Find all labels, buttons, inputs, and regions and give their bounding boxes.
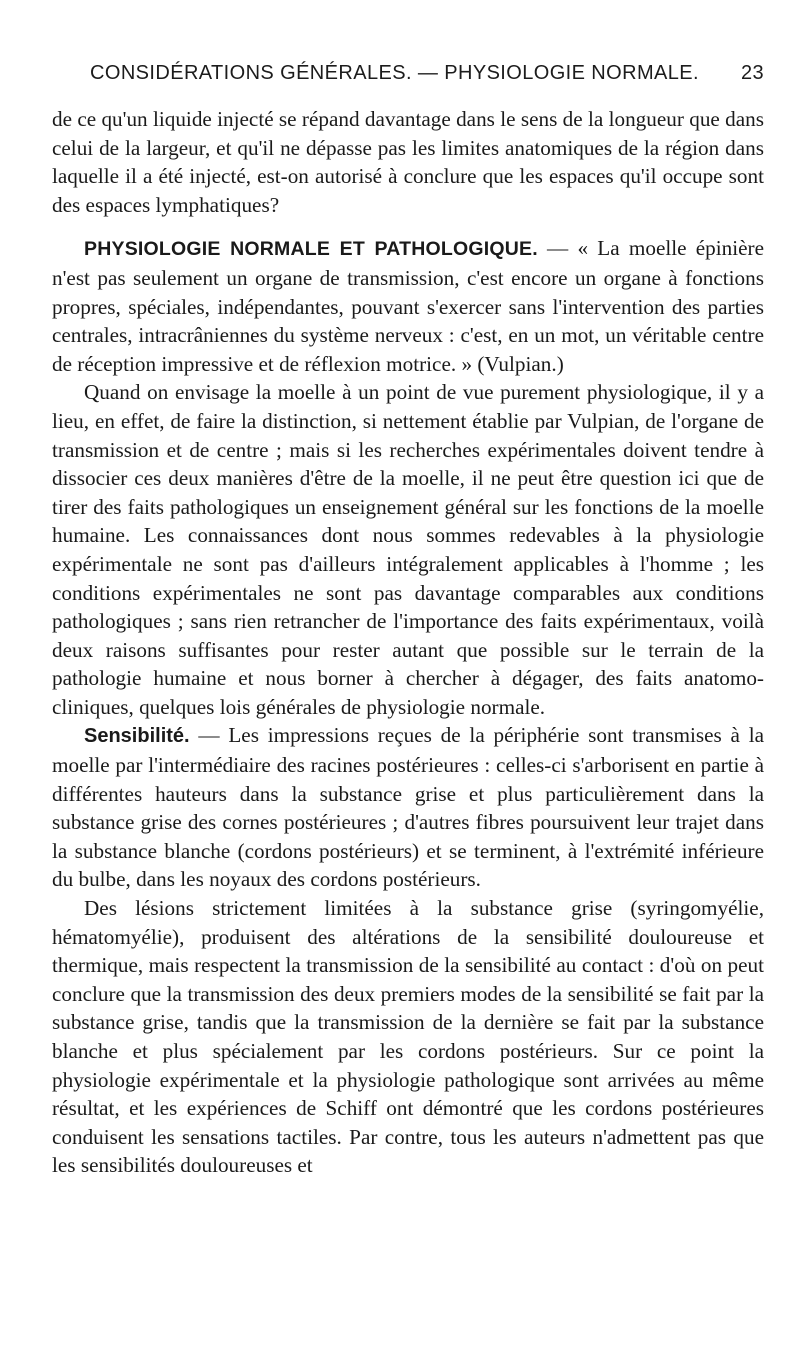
paragraph-lesions [52,894,764,1180]
paragraph-text: de ce qu'un liquide injecté se répand davantage dans le sens de la longueur que dans celui de la largeur, et qu'il ne dépasse pas les limites anatomiques de la région dans laquelle il a été injecté, est-on autorisé à conclure que les espaces qu'il occupe sont des espaces lymphatiques? [52,107,764,217]
book-page [52,0,764,1180]
section-heading: PHYSIOLOGIE NORMALE ET PATHOLOGIQUE. [84,238,538,261]
paragraph-text: — « La moelle épinière n'est pas seulement un organe de transmission, c'est encore un organe à fonctions propres, spéciales, indépendantes, pouvant s'exercer sans l'intervention des parties centrales, intracrâniennes du système nerveux : c'est, en un mot, un véritable centre de réception impressive et de réflexion motrice. » (Vulpian.) [52,236,764,376]
subsection-heading: Sensibilité. [84,725,190,748]
paragraph-text: — Les impressions reçues de la périphérie sont transmises à la moelle par l'intermédiaire des racines postérieures : celles-ci s'arborisent en partie à différentes hauteurs dans la substance grise et plus particulièrement dans la substance grise des cornes postérieures ; d'autres fibres poursuivent leur trajet dans la substance blanche (cordons postérieurs) et se terminent, à l'extrémité inférieure du bulbe, dans les noyaux des cordons postérieurs. [52,723,764,892]
paragraph-sensibilite [52,721,764,894]
running-head [52,62,764,85]
paragraph-physiologie [52,234,764,378]
paragraph-quand [52,378,764,721]
page-number: 23 [740,62,764,84]
running-title: CONSIDÉRATIONS GÉNÉRALES. — PHYSIOLOGIE NORMALE. [90,62,699,84]
paragraph-text: Quand on envisage la moelle à un point de vue purement physiologique, il y a lieu, en effet, de faire la distinction, si nettement établie par Vulpian, de l'organe de transmission et de centre ; mais si les recherches expérimentales doivent tendre à dissocier ces deux manières d'être de la moelle, il ne peut être question ici que de tirer des faits pathologiques un enseignement général sur les fonctions de la moelle humaine. Les connaissances dont nous sommes redevables à la physiologie expérimentale ne sont pas d'ailleurs intégralement applicables à l'homme ; les conditions expérimentales ne sont pas davantage comparables aux conditions pathologiques ; sans rien retrancher de l'importance des faits expérimentaux, voilà deux raisons suffisantes pour rester autant que possible sur le terrain de la pathologie humaine et nous borner à chercher à dégager, des faits anatomo-cliniques, quelques lois générales de physiologie normale. [52,380,764,719]
paragraph-text: Des lésions strictement limitées à la substance grise (syringomyélie, hématomyélie), produisent des altérations de la sensibilité douloureuse et thermique, mais respectent la transmission de la sensibilité au contact : d'où on peut conclure que la transmission des deux premiers modes de la sensibilité se fait par la substance grise, tandis que la transmission de la dernière se fait par la substance blanche et plus spécialement par les cordons postérieurs. Sur ce point la physiologie expérimentale et la physiologie pathologique sont arrivées au même résultat, et les expériences de Schiff ont démontré que les cordons postérieures conduisent les sensations tactiles. Par contre, tous les auteurs n'admettent pas que les sensibilités douloureuses et [52,896,764,1178]
paragraph-continuation [52,105,764,219]
body-text [52,105,764,1180]
